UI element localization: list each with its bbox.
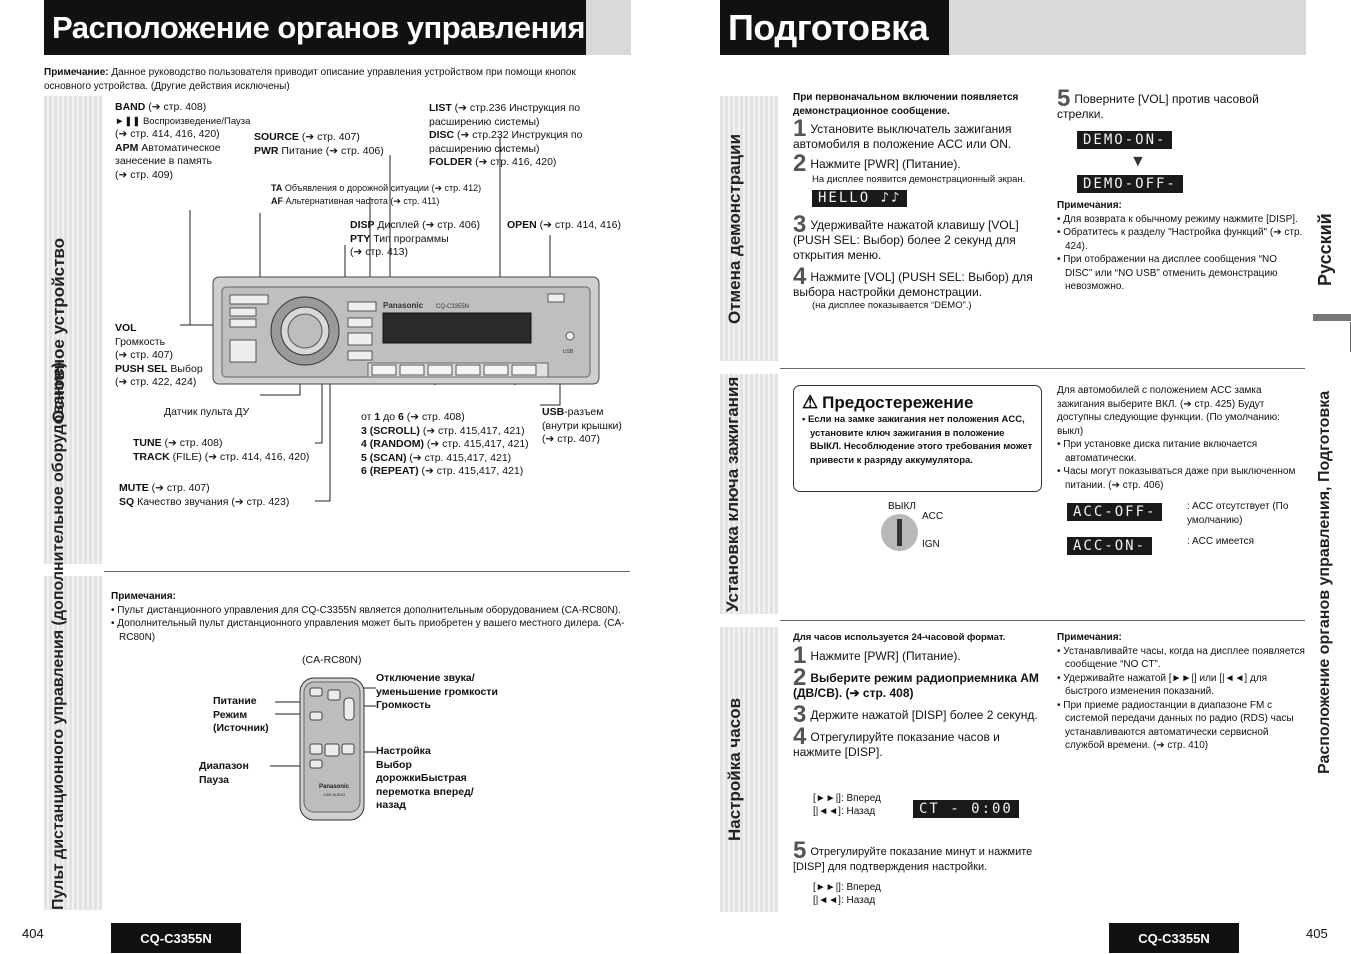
side-label-language: Русский bbox=[1315, 213, 1335, 287]
vol-callout: VOL Громкость (➔ стр. 407) PUSH SEL Выбор (➔ стр. 422, 424) bbox=[115, 322, 203, 388]
clock-intro: Для часов используется 24-часовой формат. bbox=[793, 632, 1006, 643]
mute-callout: MUTE (➔ стр. 407) SQ Качество звучания (➔ стр. 423) bbox=[119, 482, 290, 508]
arrow-down-icon: ▼ bbox=[1130, 153, 1146, 170]
key-ign-label: IGN bbox=[922, 539, 940, 550]
remote-model-label: (CA-RC80N) bbox=[302, 654, 362, 666]
open-callout: OPEN (➔ стр. 414, 416) bbox=[507, 219, 621, 231]
lcd-hello: HELLO ♪♪ bbox=[812, 190, 907, 207]
side-label-remote: Пульт дистанционного управления (дополнительное оборудование) bbox=[50, 362, 67, 910]
ignition-key-icon bbox=[881, 514, 918, 551]
remote-small-text: CAR AUDIO bbox=[323, 792, 346, 797]
faceplate-body bbox=[213, 277, 599, 384]
remote-control-drawing bbox=[270, 668, 380, 828]
right-page-number: 405 bbox=[1306, 926, 1328, 941]
clock-step4-keys: [►►|]: Вперед [|◄◄]: Назад bbox=[813, 793, 881, 817]
disp-callout: DISP Дисплей (➔ стр. 406) PTY Тип программы (➔ стр. 413) bbox=[350, 219, 481, 258]
acc-on-text: : ACC имеется bbox=[1187, 536, 1255, 547]
caution-text: • Если на замке зажигания нет положения ACC, установите ключ зажигания в положение ВЫКЛ. Несоблюдение этого требования может привести к разряду аккумулятора. bbox=[802, 414, 1033, 466]
acc-off-text: : ACC отсутствует (По умолчанию) bbox=[1187, 501, 1289, 526]
faceplate-brand: Panasonic bbox=[383, 301, 424, 310]
demo-notes: Примечания: • Для возврата к обычному режиму нажмите [DISP]. • Обратитесь к разделу "Настройка функций" (➔ стр. 424). • При отображении на дисплее сообщения “NO DISC” или “NO USB” отменить демонстрацию невозможно. bbox=[1057, 199, 1307, 294]
preset-callout: от 1 до 6 (➔ стр. 408) 3 (SCROLL) (➔ стр. 415,417, 421) 4 (RANDOM) (➔ стр. 415,417, 421) 5 (SCAN) (➔ стр. 415,417, 421) 6 (REPEAT) (➔ стр. 415,417, 421) bbox=[361, 411, 529, 477]
remote-left-labels: Питание Режим (Источник) bbox=[213, 695, 269, 734]
side-label-main: Основное устройство bbox=[49, 237, 68, 423]
head-unit-faceplate bbox=[100, 95, 640, 515]
ta-callout: TA Объявления о дорожной ситуации (➔ стр. 412) AF Альтернативная частота (➔ стр. 411) bbox=[271, 183, 482, 206]
lcd-demo-off: DEMO-OFF- bbox=[1077, 175, 1183, 193]
faceplate-model: CQ-C3355N bbox=[436, 304, 470, 310]
demo-step-5: 5 Поверните [VOL] против часовой стрелки. bbox=[1057, 85, 1259, 121]
caution-box bbox=[793, 385, 1042, 492]
demo-steps: 1 Установите выключатель зажигания автомобиля в положение ACC или ON. 2 Нажмите [PWR] (Питание). На дисплее появится демонстрационный экран. HELLO ♪♪ 3 Удерживайте нажатой клавишу [VOL] (PUSH SEL: Выбор) более 2 секунд для открытия меню. 4 Нажмите [VOL] (PUSH SEL: Выбор) для выбора настройки демонстрации. (на дисплее показывается “DEMO”.) bbox=[793, 115, 1033, 311]
remote-brand: Panasonic bbox=[319, 784, 350, 790]
clock-step-5: 5 Отрегулируйте показание минут и нажмите [DISP] для подтверждения настройки. bbox=[793, 837, 1033, 873]
right-divider-1 bbox=[780, 368, 1305, 369]
key-acc-label: ACC bbox=[922, 511, 944, 522]
remote-sensor-label: Датчик пульта ДУ bbox=[164, 406, 250, 418]
clock-notes: Примечания: • Устанавливайте часы, когда на дисплее появляется сообщение “NO CT”. • Удерживайте нажатой [►►|] или [|◄◄] для быстрого изменения показаний. • При приеме радиостанции в диапазоне FM с системой передачи данных по радио (RDS) часы устанавливаются автоматически сервисной службой времени. (➔ стр. 410) bbox=[1057, 631, 1307, 753]
language-marker bbox=[1313, 314, 1351, 321]
side-label-section: Расположение органов управления, Подготовка bbox=[1316, 390, 1333, 775]
remote-left-labels-2: Диапазон Пауза bbox=[199, 760, 249, 786]
left-model-badge: CQ-C3355N bbox=[111, 923, 241, 953]
lcd-acc-on: ACC-ON- bbox=[1067, 537, 1152, 555]
clock-step5-keys: [►►|]: Вперед [|◄◄]: Назад bbox=[813, 882, 881, 906]
tune-callout: TUNE (➔ стр. 408) TRACK (FILE) (➔ стр. 414, 416, 420) bbox=[133, 437, 310, 463]
left-divider bbox=[104, 571, 630, 572]
demo-intro: При первоначальном включении появляется демонстрационное сообщение. bbox=[793, 92, 1019, 117]
usb-callout: USB-разъем (внутри крышки) (➔ стр. 407) bbox=[542, 406, 622, 445]
warning-icon: ⚠ bbox=[802, 392, 819, 412]
right-model-badge: CQ-C3355N bbox=[1109, 923, 1239, 953]
clock-steps: 1 Нажмите [PWR] (Питание). 2 Выберите режим радиоприемника AM (ДВ/СВ). (➔ стр. 408) 3 Держите нажатой [DISP] более 2 секунд. 4 Отрегулируйте показание часов и нажмите [DISP]. bbox=[793, 642, 1039, 759]
right-page-title: Подготовка bbox=[720, 0, 949, 55]
left-page-title: Расположение органов управления bbox=[44, 0, 586, 55]
key-off-label: ВЫКЛ bbox=[888, 501, 916, 512]
side-label-key: Установка ключа зажигания bbox=[723, 376, 742, 612]
remote-notes: Примечания: • Пульт дистанционного управления для CQ-C3355N является дополнительным оборудованием (CA-RC80N). • Дополнительный пульт дистанционного управления может быть приобретен у вашего местного дилера. (CA-RC80N) bbox=[111, 590, 626, 644]
remote-right-labels-3: Настройка Выбор дорожкиБыстрая перемотка вперед/ назад bbox=[376, 745, 474, 811]
faceplate-usb: USB bbox=[563, 349, 574, 355]
left-note: Примечание: Данное руководство пользователя приводит описание управления устройством при помощи кнопок основного устройства. (Другие действия исключены) bbox=[44, 67, 576, 92]
lcd-demo-on: DEMO-ON- bbox=[1077, 131, 1172, 149]
side-label-demo: Отмена демонстрации bbox=[725, 133, 744, 324]
remote-right-labels-1: Отключение звука/ уменьшение громкости Громкость bbox=[376, 672, 498, 711]
side-label-clock: Настройка часов bbox=[725, 697, 744, 842]
lcd-acc-off: ACC-OFF- bbox=[1067, 503, 1162, 521]
key-text: Для автомобилей с положением ACC замка зажигания выберите ВКЛ. (➔ стр. 425) Будут доступны следующие функции. (По умолчанию: выкл) • При установке диска питание включается автоматически. • Часы могут показываться даже при выключенном питании. (➔ стр. 406) bbox=[1057, 384, 1307, 492]
source-callout: SOURCE (➔ стр. 407) PWR Питание (➔ стр. 406) bbox=[254, 131, 384, 157]
list-callout: LIST (➔ стр.236 Инструкция по расширению системы) DISC (➔ стр.232 Инструкция по расширению системы) FOLDER (➔ стр. 416, 420) bbox=[429, 102, 583, 168]
right-divider-2 bbox=[780, 620, 1305, 621]
lcd-clock: CT - 0:00 bbox=[913, 800, 1019, 818]
band-callout: BAND (➔ стр. 408) ►❚❚ Воспроизведение/Пауза (➔ стр. 414, 416, 420) APM Автоматическое занесение в память (➔ стр. 409) bbox=[115, 101, 251, 181]
caution-title: Предостережение bbox=[822, 392, 974, 412]
left-page-number: 404 bbox=[22, 926, 44, 941]
